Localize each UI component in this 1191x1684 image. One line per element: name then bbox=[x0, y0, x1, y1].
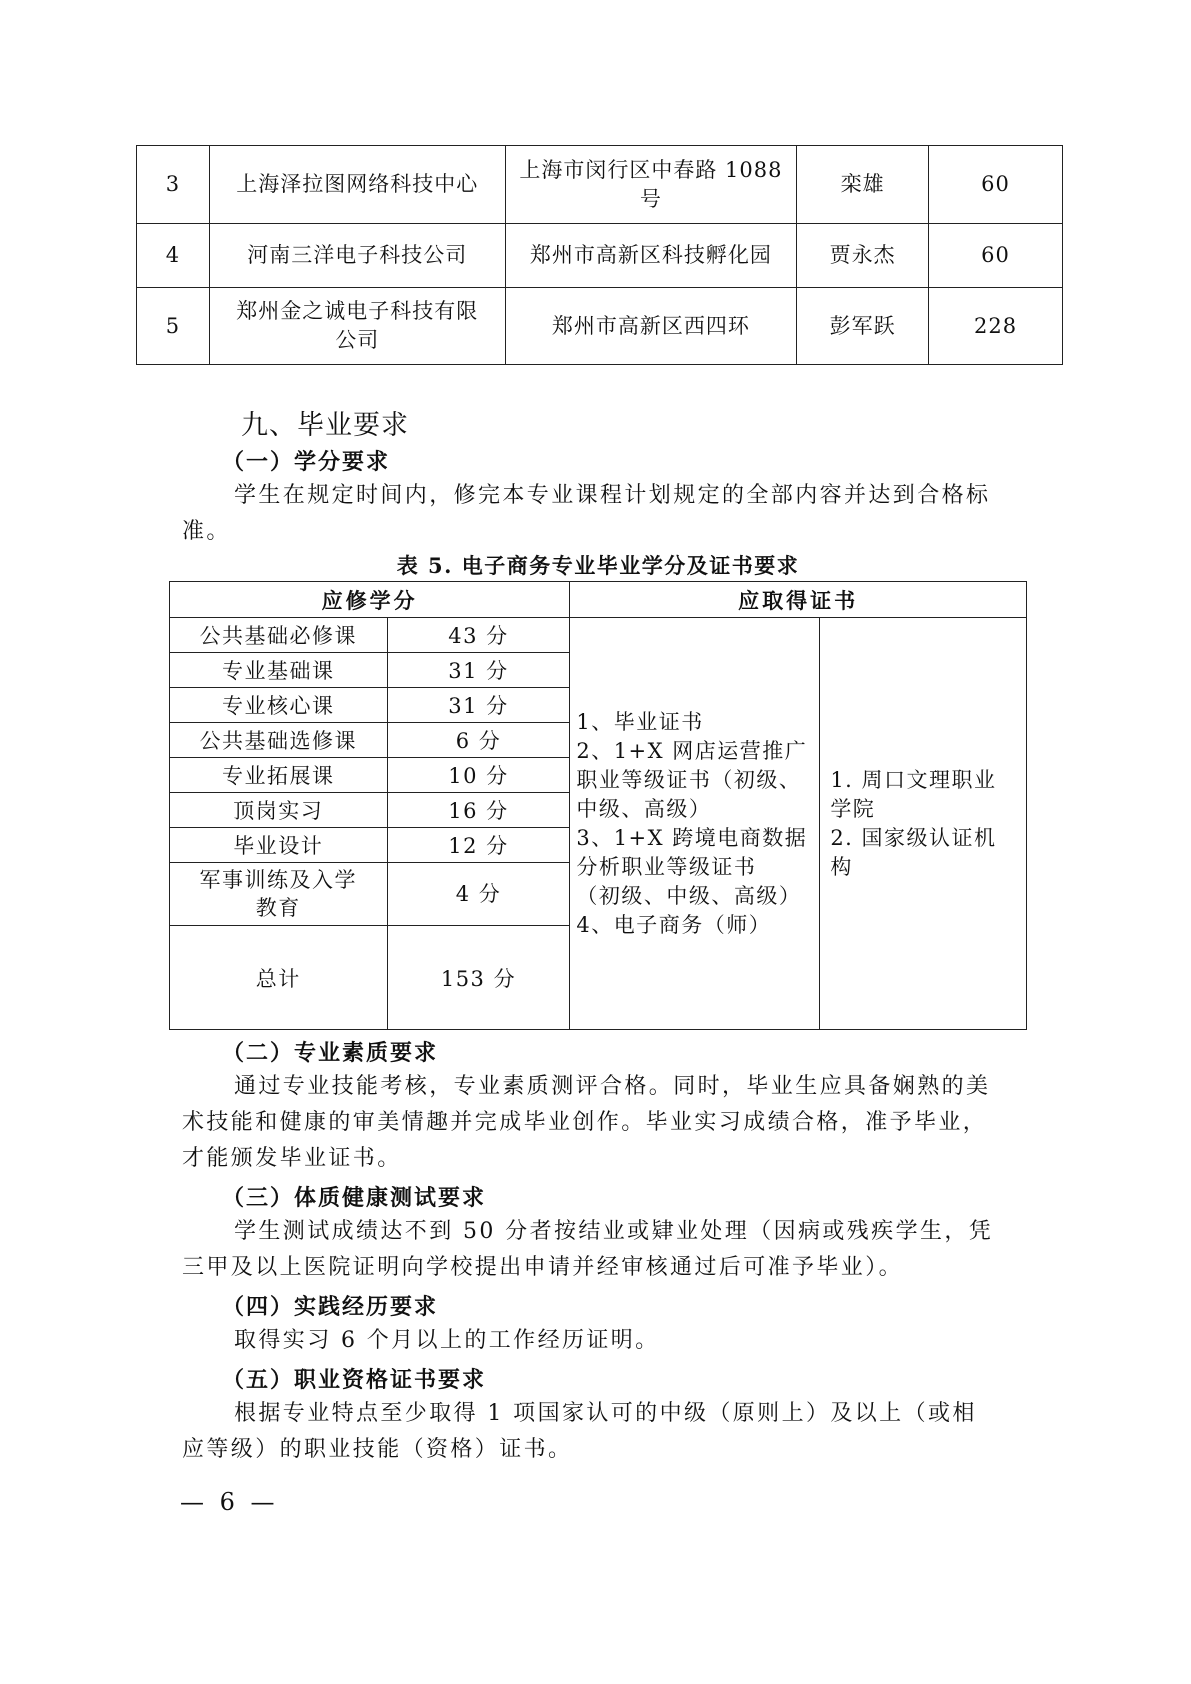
paragraph-quality: 通过专业技能考核，专业素质测评合格。同时，毕业生应具备娴熟的美术技能和健康的审美情趣并完成毕业创作。毕业实习成绩合格，准予毕业，才能颁发毕业证书。 bbox=[182, 1074, 991, 1171]
enterprise-name: 河南三洋电子科技公司 bbox=[209, 224, 505, 288]
paragraph-credits: 学生在规定时间内，修完本专业课程计划规定的全部内容并达到合格标准。 bbox=[182, 483, 991, 544]
enterprise-address: 郑州市高新区科技孵化园 bbox=[505, 224, 797, 288]
row-number: 5 bbox=[137, 288, 210, 365]
enterprise-name: 上海泽拉图网络科技中心 bbox=[209, 146, 505, 224]
course-credit: 31 分 bbox=[387, 653, 570, 688]
section-title: 九、毕业要求 bbox=[241, 410, 409, 441]
course-name: 顶岗实习 bbox=[170, 793, 388, 828]
table-row bbox=[137, 146, 1063, 224]
total-label: 总计 bbox=[170, 926, 388, 1030]
course-name: 专业基础课 bbox=[170, 653, 388, 688]
table-header-row bbox=[170, 582, 1027, 618]
enterprise-contact: 贾永杰 bbox=[797, 224, 929, 288]
course-credit: 12 分 bbox=[387, 828, 570, 863]
enterprise-table bbox=[136, 145, 1063, 365]
course-name: 公共基础选修课 bbox=[170, 723, 388, 758]
table-row bbox=[137, 224, 1063, 288]
paragraph-qualification: 根据专业特点至少取得 1 项国家认可的中级（原则上）及以上（或相应等级）的职业技能（资格）证书。 bbox=[182, 1401, 977, 1462]
course-name: 专业核心课 bbox=[170, 688, 388, 723]
header-credits: 应修学分 bbox=[170, 582, 570, 618]
subsection-title-qualification: （五）职业资格证书要求 bbox=[222, 1367, 487, 1393]
subsection-title-credits: （一）学分要求 bbox=[222, 449, 391, 475]
course-name: 军事训练及入学 教育 bbox=[170, 863, 388, 926]
enterprise-contact: 彭军跃 bbox=[797, 288, 929, 365]
row-number: 3 bbox=[137, 146, 210, 224]
header-certificates: 应取得证书 bbox=[570, 582, 1027, 618]
course-name: 毕业设计 bbox=[170, 828, 388, 863]
credit-table bbox=[169, 581, 1027, 1030]
course-credit: 16 分 bbox=[387, 793, 570, 828]
paragraph-practice: 取得实习 6 个月以上的工作经历证明。 bbox=[234, 1328, 660, 1353]
table-caption: 表 5. 电子商务专业毕业学分及证书要求 bbox=[396, 553, 800, 578]
enterprise-address: 郑州市高新区西四环 bbox=[505, 288, 797, 365]
course-name: 专业拓展课 bbox=[170, 758, 388, 793]
enterprise-count: 228 bbox=[929, 288, 1063, 365]
course-credit: 6 分 bbox=[387, 723, 570, 758]
total-credit: 153 分 bbox=[387, 926, 570, 1030]
course-credit: 31 分 bbox=[387, 688, 570, 723]
course-name: 公共基础必修课 bbox=[170, 618, 388, 653]
table-row bbox=[137, 288, 1063, 365]
course-credit: 10 分 bbox=[387, 758, 570, 793]
enterprise-name: 郑州金之诚电子科技有限 公司 bbox=[209, 288, 505, 365]
course-credit: 43 分 bbox=[387, 618, 570, 653]
subsection-title-quality: （二）专业素质要求 bbox=[222, 1040, 439, 1066]
certifying-organizations: 1. 周口文理职业 学院 2. 国家级认证机 构 bbox=[820, 618, 1027, 1030]
page-number: — 6 — bbox=[180, 1488, 279, 1516]
enterprise-count: 60 bbox=[929, 224, 1063, 288]
table-row bbox=[170, 618, 1027, 653]
row-number: 4 bbox=[137, 224, 210, 288]
enterprise-address: 上海市闵行区中春路 1088 号 bbox=[505, 146, 797, 224]
certificate-list: 1、毕业证书 2、1+X 网店运营推广 职业等级证书（初级、 中级、高级） 3、1+X 跨境电商数据 分析职业等级证书 （初级、中级、高级） 4、电子商务（师） bbox=[570, 618, 820, 1030]
enterprise-count: 60 bbox=[929, 146, 1063, 224]
subsection-title-practice: （四）实践经历要求 bbox=[222, 1294, 439, 1320]
course-credit: 4 分 bbox=[387, 863, 570, 926]
paragraph-health: 学生测试成绩达不到 50 分者按结业或肄业处理（因病或残疾学生，凭三甲及以上医院证明向学校提出申请并经审核通过后可准予毕业）。 bbox=[182, 1219, 994, 1280]
enterprise-contact: 栾雄 bbox=[797, 146, 929, 224]
subsection-title-health: （三）体质健康测试要求 bbox=[222, 1185, 487, 1211]
